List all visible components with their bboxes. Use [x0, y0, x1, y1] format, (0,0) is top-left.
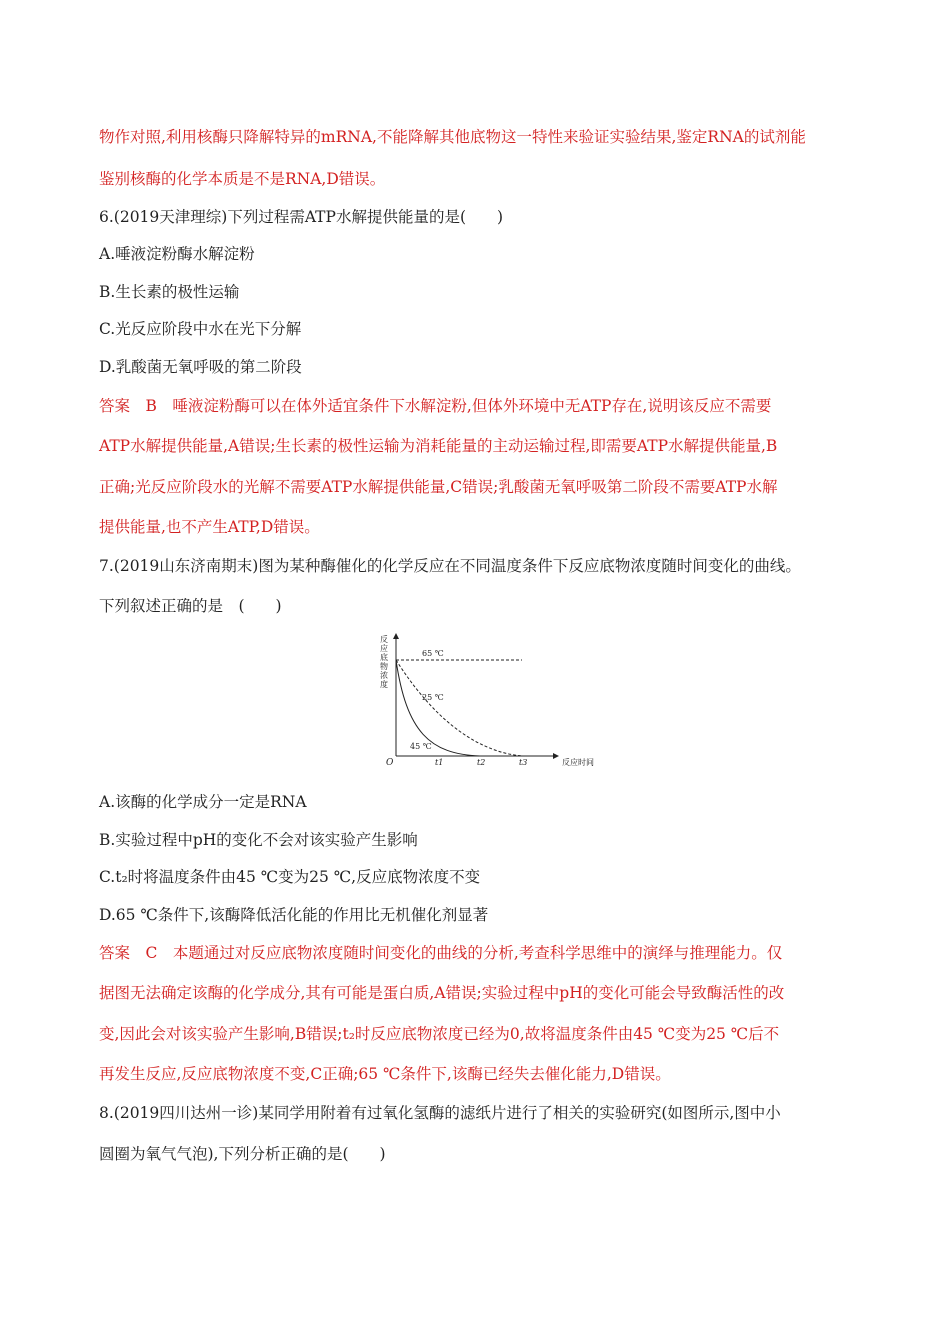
q6-option-a: A.唾液淀粉酶水解淀粉: [99, 245, 255, 263]
x-axis-label: 反应时间: [562, 758, 594, 767]
q7-option-a: A.该酶的化学成分一定是RNA: [99, 793, 307, 811]
y-axis-label: [380, 634, 388, 689]
series-label-1: 25 ℃: [422, 693, 444, 702]
q7-answer-line-3: 变,因此会对该实验产生影响,B错误;t₂时反应底物浓度已经为0,故将温度条件由45 ℃变为25 ℃后不: [99, 1025, 780, 1043]
q6-stem: 6.(2019天津理综)下列过程需ATP水解提供能量的是( ): [99, 208, 504, 226]
series-line-2: [396, 660, 480, 756]
q6-answer-line-1: 答案 B 唾液淀粉酶可以在体外适宜条件下水解淀粉,但体外环境中无ATP存在,说明该反应不需要: [99, 397, 772, 415]
q6-answer-line-3: 正确;光反应阶段水的光解不需要ATP水解提供能量,C错误;乳酸菌无氧呼吸第二阶段不需要ATP水解: [99, 478, 778, 496]
q7-option-b: B.实验过程中pH的变化不会对该实验产生影响: [99, 831, 418, 849]
origin-label: O: [386, 758, 394, 768]
q7-answer-line-4: 再发生反应,反应底物浓度不变,C正确;65 ℃条件下,该酶已经失去催化能力,D错误。: [99, 1065, 671, 1083]
q6-option-c: C.光反应阶段中水在光下分解: [99, 320, 302, 338]
q8-stem-line-2: 圆圈为氧气气泡),下列分析正确的是( ): [99, 1145, 386, 1163]
q5-answer-line-1: 物作对照,利用核酶只降解特异的mRNA,不能降解其他底物这一特性来验证实验结果,鉴定RNA的试剂能: [99, 128, 806, 146]
x-tick-label: t1: [435, 758, 444, 767]
y-axis-label-text: 反应底物浓度: [380, 635, 388, 689]
q7-stem-line-1: 7.(2019山东济南期末)图为某种酶催化的化学反应在不同温度条件下反应底物浓度随时间变化的曲线。: [99, 557, 801, 575]
x-tick-label: t3: [519, 758, 528, 767]
q7-option-c: C.t₂时将温度条件由45 ℃变为25 ℃,反应底物浓度不变: [99, 868, 481, 886]
q7-stem-line-2: 下列叙述正确的是 ( ): [99, 597, 282, 615]
q6-option-b: B.生长素的极性运输: [99, 283, 240, 301]
q8-stem-line-1: 8.(2019四川达州一诊)某同学用附着有过氧化氢酶的滤纸片进行了相关的实验研究(如图所示,图中小: [99, 1104, 781, 1122]
series-label-0: 65 ℃: [422, 649, 444, 658]
q7-answer-line-1: 答案 C 本题通过对反应底物浓度随时间变化的曲线的分析,考查科学思维中的演绎与推理能力。仅: [99, 944, 783, 962]
q6-answer-line-2: ATP水解提供能量,A错误;生长素的极性运输为消耗能量的主动运输过程,即需要ATP水解提供能量,B: [99, 437, 778, 455]
q7-option-d: D.65 ℃条件下,该酶降低活化能的作用比无机催化剂显著: [99, 906, 489, 924]
q6-option-d: D.乳酸菌无氧呼吸的第二阶段: [99, 358, 302, 376]
q7-answer-line-2: 据图无法确定该酶的化学成分,其有可能是蛋白质,A错误;实验过程中pH的变化可能会导致酶活性的改: [99, 984, 785, 1002]
q5-answer-line-2: 鉴别核酶的化学本质是不是RNA,D错误。: [99, 170, 386, 188]
q6-answer-line-4: 提供能量,也不产生ATP,D错误。: [99, 518, 320, 536]
x-tick-label: t2: [477, 758, 486, 767]
q7-chart: [360, 628, 594, 773]
series-label-2: 45 ℃: [410, 742, 432, 751]
